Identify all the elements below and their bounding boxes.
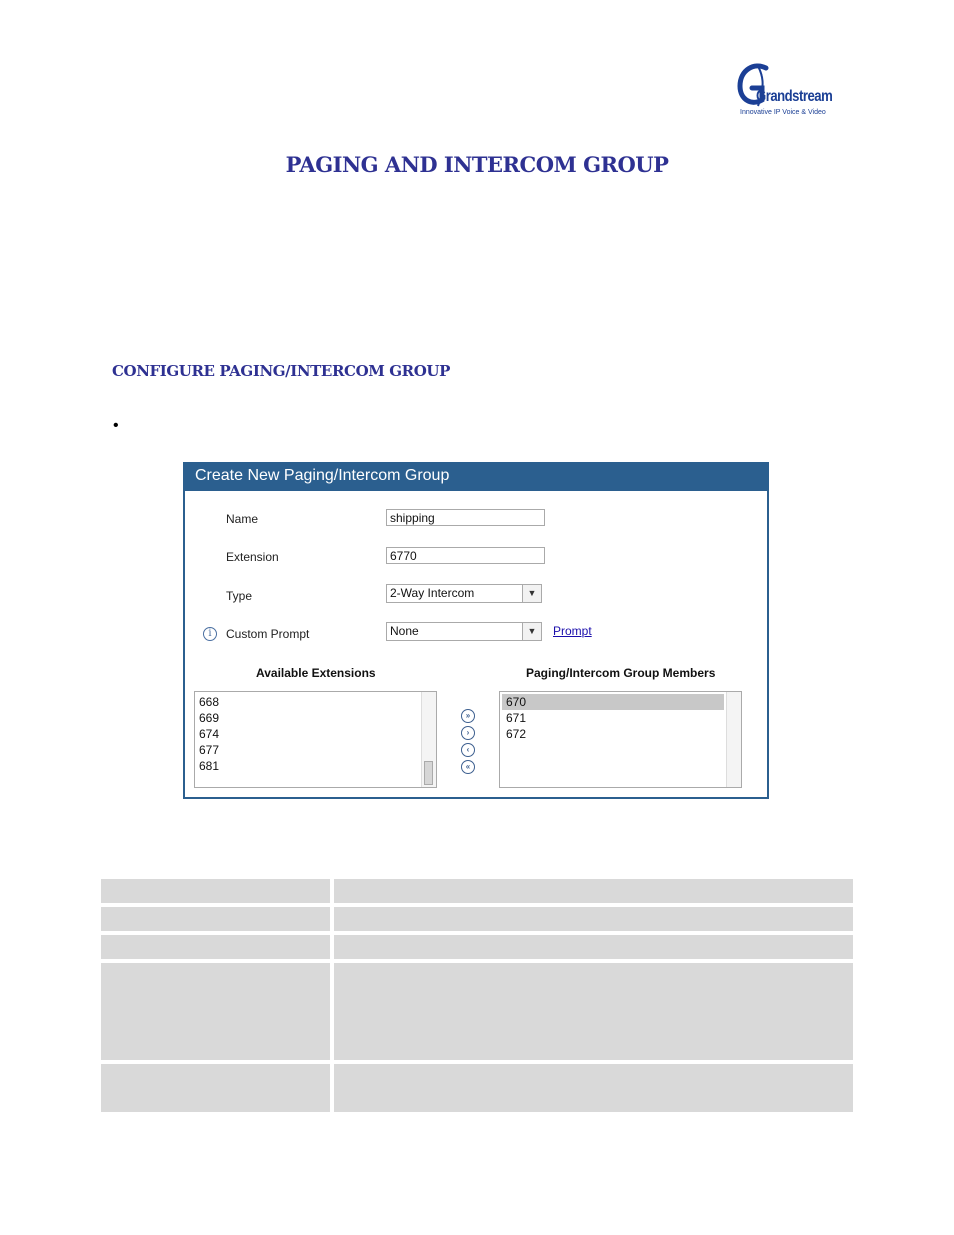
available-extensions-heading: Available Extensions — [256, 666, 376, 680]
type-label: Type — [226, 589, 253, 603]
page-title: PAGING AND INTERCOM GROUP — [285, 152, 669, 177]
move-left-icon[interactable]: ‹ — [461, 743, 475, 757]
table-cell — [334, 1064, 853, 1112]
list-item[interactable]: 672 — [506, 727, 527, 741]
table-cell — [101, 1064, 330, 1112]
table-row — [101, 1064, 853, 1112]
list-item[interactable]: 671 — [506, 711, 527, 725]
table-cell — [334, 963, 853, 1060]
table-cell — [101, 879, 330, 903]
table-row — [101, 935, 853, 959]
grandstream-logo — [736, 62, 838, 120]
prompt-link[interactable]: Prompt — [553, 624, 592, 638]
available-extensions-list[interactable] — [194, 691, 437, 788]
custom-prompt-select[interactable] — [386, 622, 542, 641]
table-cell — [334, 935, 853, 959]
create-group-dialog — [183, 462, 769, 799]
table-cell — [101, 907, 330, 931]
extension-input[interactable]: 6770 — [386, 547, 545, 564]
table-cell — [334, 879, 853, 903]
move-all-left-icon[interactable]: « — [461, 760, 475, 774]
extension-label: Extension — [226, 550, 279, 564]
dialog-title: Create New Paging/Intercom Group — [195, 467, 450, 484]
group-members-list[interactable] — [499, 691, 742, 788]
move-right-icon[interactable]: › — [461, 726, 475, 740]
table-cell — [334, 907, 853, 931]
group-members-heading: Paging/Intercom Group Members — [526, 666, 716, 680]
section-heading: CONFIGURE PAGING/INTERCOM GROUP — [112, 362, 450, 380]
list-item[interactable]: 681 — [199, 759, 220, 773]
table-row — [101, 963, 853, 1060]
list-item-selected[interactable]: 670 — [502, 694, 724, 710]
dialog-header — [185, 464, 767, 491]
table-cell — [101, 963, 330, 1060]
type-select[interactable] — [386, 584, 542, 603]
custom-prompt-value: None — [390, 624, 419, 638]
logo-wordmark: Grandstream — [756, 88, 833, 105]
custom-prompt-label: Custom Prompt — [226, 627, 310, 641]
name-input[interactable]: shipping — [386, 509, 545, 526]
table-row — [101, 907, 853, 931]
table-row — [101, 879, 853, 903]
scrollbar[interactable] — [421, 692, 436, 787]
list-item[interactable]: 669 — [199, 711, 220, 725]
list-item[interactable]: 668 — [199, 695, 220, 709]
scrollbar-thumb[interactable] — [424, 761, 433, 785]
table-cell — [101, 935, 330, 959]
chevron-down-icon[interactable]: ▼ — [522, 585, 541, 602]
list-item[interactable]: 677 — [199, 743, 220, 757]
type-select-value: 2-Way Intercom — [390, 586, 475, 600]
chevron-down-icon[interactable]: ▼ — [522, 623, 541, 640]
name-label: Name — [226, 512, 259, 526]
info-icon[interactable]: i — [203, 627, 217, 641]
scrollbar[interactable] — [726, 692, 741, 787]
logo-tagline: Innovative IP Voice & Video — [740, 109, 826, 116]
bullet: • — [113, 417, 119, 434]
list-item[interactable]: 674 — [199, 727, 220, 741]
move-all-right-icon[interactable]: » — [461, 709, 475, 723]
